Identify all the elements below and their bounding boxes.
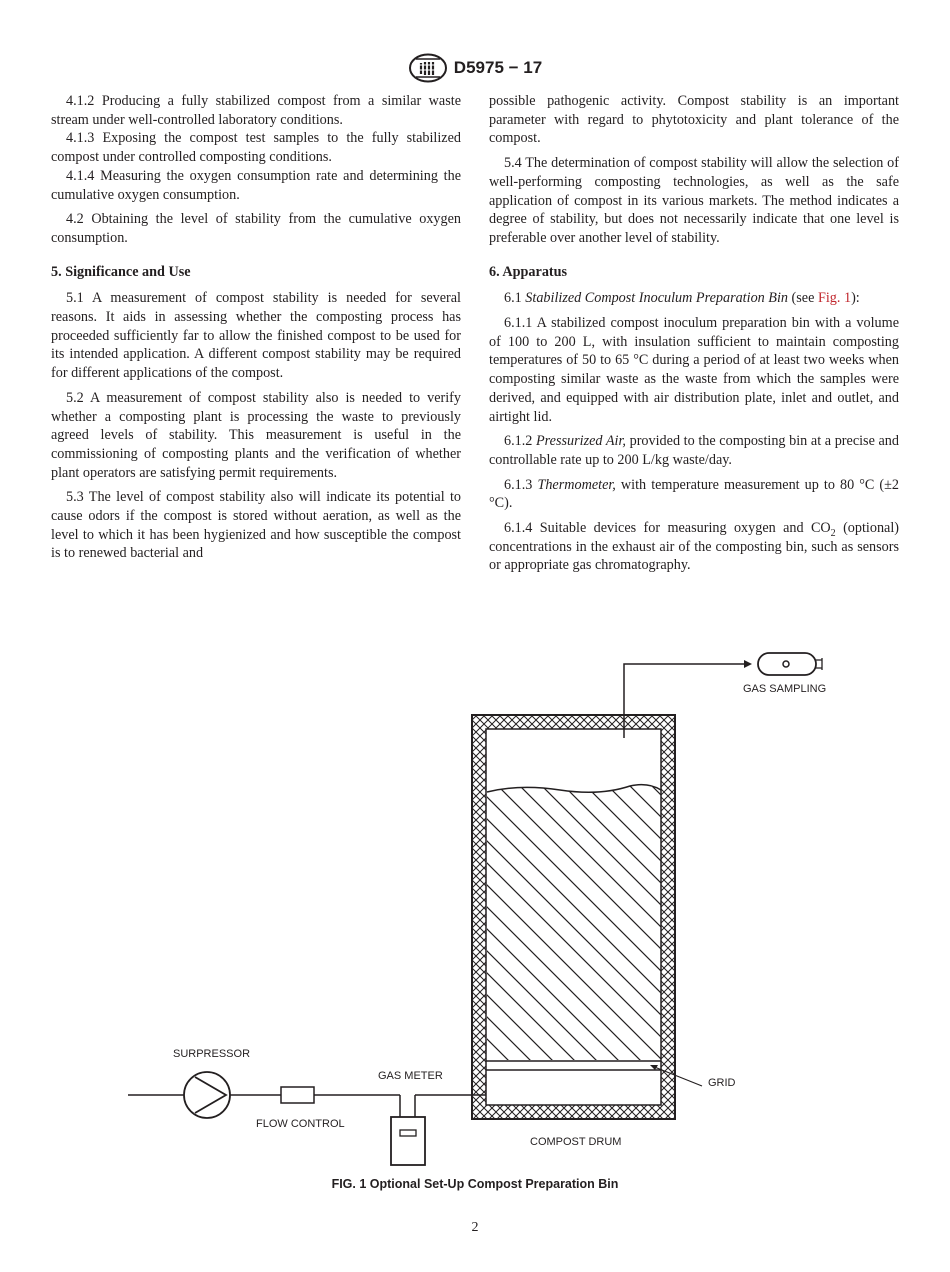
- page-header: [0, 52, 950, 84]
- paragraph-6-1-3-title: Thermometer,: [537, 476, 616, 493]
- paragraph-6-1-title: Stabilized Compost Inoculum Preparation Bin: [525, 290, 788, 307]
- paragraph-6-1-2-title: Pressurized Air,: [536, 433, 626, 450]
- paragraph-6-1-2-number: 6.1.2: [504, 433, 533, 450]
- paragraph-5-3-continued: possible pathogenic activity. Compost stability is an important parameter with regard to phytotoxicity and plant tolerance of the compost.: [489, 93, 899, 147]
- paragraph-6-1-number: 6.1: [504, 290, 522, 307]
- astm-logo-icon: [408, 53, 448, 83]
- paragraph-6-1-2-text: provided to the composting bin at a precise and controllable rate up to 200 L/kg waste/day.: [489, 433, 899, 468]
- paragraph-6-1-3-number: 6.1.3: [504, 476, 533, 493]
- label-gas-meter: GAS METER: [378, 1070, 443, 1082]
- figure-1: [0, 640, 950, 1180]
- section-heading-5: 5. Significance and Use: [51, 263, 191, 280]
- paragraph-5-2: 5.2 A measurement of compost stability also is needed to verify whether a composting plant is processing the waste to previously agreed levels of stability. This measurement is useful in the commissioning of composting plants and the verification of whether plant operators are satisfying permit requirements.: [51, 389, 461, 481]
- paragraph-6-1-3: [489, 476, 899, 513]
- figure-1-link[interactable]: Fig. 1: [817, 290, 852, 307]
- paragraph-4-2: 4.2 Obtaining the level of stability from the cumulative oxygen consumption.: [51, 211, 461, 246]
- co2-subscript: 2: [830, 527, 836, 539]
- paragraph-6-1-2: [489, 432, 899, 469]
- label-grid: GRID: [708, 1077, 736, 1089]
- paragraph-6-1-4: [489, 519, 899, 575]
- label-gas-sampling: GAS SAMPLING: [743, 683, 827, 695]
- section-heading-6: 6. Apparatus: [489, 263, 568, 280]
- right-column: [489, 92, 899, 575]
- page-number: 2: [471, 1220, 479, 1235]
- paragraph-6-1-1: 6.1.1 A stabilized compost inoculum preparation bin with a volume of 100 to 200 L, with insulation sufficient to maintain composting temperatures of 50 to 65 °C during a period of at least two weeks when composting similar waste as the waste from which the samples were derived, and equipped with air distribution plate, inlet and outlet, and airtight lid.: [489, 315, 899, 425]
- paragraph-6-1-end: ):: [851, 290, 860, 307]
- paragraph-5-1: 5.1 A measurement of compost stability is needed for several reasons. It aids in assessing whether the composting process has proceeded sufficiently far to allow the finished compost to be used for its intended application. A different compost stability may be required for different applications of the compost.: [51, 290, 461, 382]
- document-number: D5975 − 17: [453, 58, 543, 77]
- paragraph-5-4: 5.4 The determination of compost stability will allow the selection of well-performing composting technologies, as well as the safe application of compost in its various markets. The method indicates a degree of stability, but does not necessarily indicate that one level is preferable over another level of stability.: [489, 155, 899, 246]
- label-surpressor: SURPRESSOR: [173, 1048, 251, 1060]
- paragraph-6-1-4-text-b: (optional) concentrations in the exhaust air of the composting bin, such as sensors or appropriate gas chromatography.: [489, 520, 900, 574]
- paragraph-6-1-4-text-a: 6.1.4 Suitable devices for measuring oxygen and CO: [504, 520, 831, 537]
- paragraph-4-1-3: 4.1.3 Exposing the compost test samples to the fully stabilized compost under controlled composting conditions.: [51, 130, 461, 166]
- compost-bin-diagram: [0, 640, 950, 1180]
- figure-caption: FIG. 1 Optional Set-Up Compost Preparation Bin: [331, 1177, 619, 1191]
- paragraph-5-3: 5.3 The level of compost stability also will indicate its potential to cause odors if the compost is stored without aeration, as well as the level to which it has been hygienized and how susceptible the compost is to renewed bacterial and: [51, 489, 461, 562]
- paragraph-4-1-4: 4.1.4 Measuring the oxygen consumption rate and determining the cumulative oxygen consumption.: [51, 167, 461, 203]
- compost-fill: [487, 780, 661, 1060]
- label-flow-control: FLOW CONTROL: [256, 1118, 345, 1130]
- label-compost-drum: COMPOST DRUM: [530, 1136, 622, 1148]
- paragraph-4-1-2: 4.1.2 Producing a fully stabilized compost from a similar waste stream under well-controlled laboratory conditions.: [51, 93, 461, 128]
- paragraph-6-1-see: (see: [791, 290, 815, 307]
- left-column: [51, 92, 461, 563]
- paragraph-6-1-3-text: with temperature measurement up to 80 °C (±2 °C).: [489, 476, 900, 512]
- paragraph-6-1: [489, 289, 899, 308]
